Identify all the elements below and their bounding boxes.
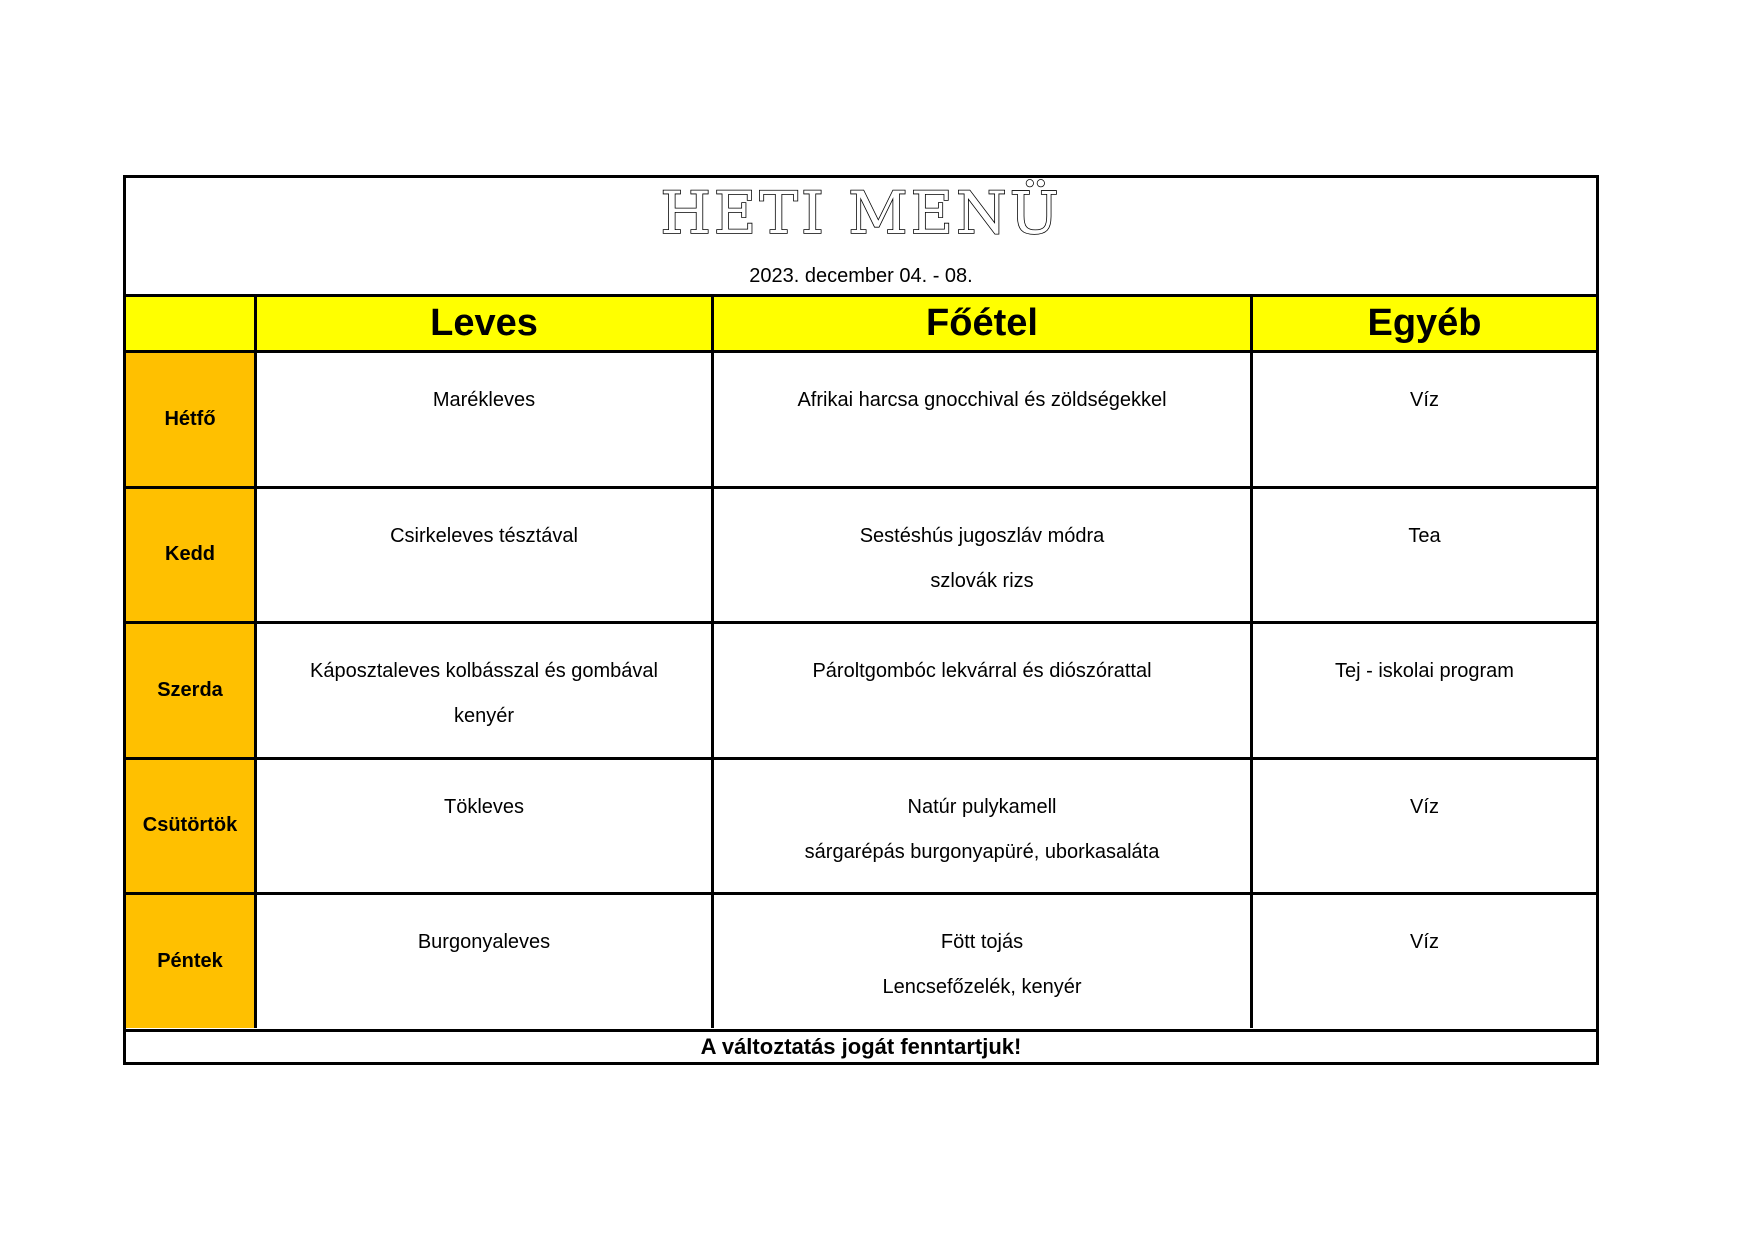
- day-name-cell: [126, 486, 254, 622]
- date-range: 2023. december 04. - 08.: [749, 265, 973, 287]
- header-corner-cell: [126, 294, 254, 350]
- day-row: [126, 350, 1596, 486]
- menu-item-text: Víz: [1410, 795, 1439, 818]
- menu-item-text: szlovák rizs: [930, 569, 1034, 592]
- menu-item-text: Lencsefőzelék, kenyér: [882, 976, 1082, 998]
- menu-item-text: Tökleves: [443, 795, 525, 818]
- menu-item-text: sárgarépás burgonyapüré, uborkasaláta: [804, 840, 1160, 863]
- footer-note: [126, 1029, 1596, 1062]
- menu-item-text: Pároltgombóc lekvárral és diószórattal: [812, 660, 1152, 682]
- day-row: [126, 486, 1596, 622]
- soup-cell: [254, 892, 711, 1028]
- soup-cell: [254, 621, 711, 757]
- day-name: Péntek: [157, 949, 223, 972]
- day-name: Szerda: [157, 678, 223, 701]
- title-area: [126, 178, 1596, 294]
- main-course-cell: [711, 621, 1250, 757]
- main-course-cell: [711, 757, 1250, 893]
- menu-item-text: kenyér: [453, 705, 515, 727]
- day-row: [126, 892, 1596, 1028]
- header-egyeb: Egyéb: [1250, 294, 1596, 350]
- other-cell: [1250, 757, 1596, 893]
- day-name-cell: [126, 757, 254, 893]
- other-cell: [1250, 350, 1596, 486]
- soup-cell: [254, 486, 711, 622]
- day-name: Csütörtök: [142, 814, 238, 837]
- header-foetel: Főétel: [711, 294, 1250, 350]
- menu-item-text: Natúr pulykamell: [907, 795, 1057, 818]
- soup-cell: [254, 350, 711, 486]
- main-course-cell: [711, 486, 1250, 622]
- menu-item-text: Tej - iskolai program: [1335, 660, 1514, 682]
- menu-item-text: Afrikai harcsa gnocchival és zöldségekkel: [797, 389, 1167, 411]
- header-row: [126, 294, 1596, 350]
- header-leves: Leves: [254, 294, 711, 350]
- main-course-cell: [711, 892, 1250, 1028]
- day-name: Hétfő: [164, 407, 216, 430]
- weekly-menu-table: [123, 175, 1599, 1065]
- day-row: [126, 621, 1596, 757]
- other-cell: [1250, 621, 1596, 757]
- day-name-cell: [126, 350, 254, 486]
- day-name-cell: [126, 892, 254, 1028]
- menu-item-text: Víz: [1410, 931, 1439, 953]
- menu-item-text: Csirkeleves tésztával: [390, 524, 578, 547]
- footer-text: A változtatás jogát fenntartjuk!: [700, 1034, 1022, 1059]
- menu-item-text: Káposztaleves kolbásszal és gombával: [310, 660, 658, 682]
- soup-cell: [254, 757, 711, 893]
- menu-item-text: Burgonyaleves: [417, 931, 551, 953]
- menu-title: HETI MENÜ: [660, 179, 1062, 247]
- menu-item-text: Víz: [1410, 389, 1439, 411]
- menu-item-text: Tea: [1408, 524, 1441, 547]
- other-cell: [1250, 892, 1596, 1028]
- main-course-cell: [711, 350, 1250, 486]
- menu-item-text: Marékleves: [432, 389, 536, 411]
- day-row: [126, 757, 1596, 893]
- other-cell: [1250, 486, 1596, 622]
- day-name: Kedd: [165, 543, 215, 566]
- menu-item-text: Fött tojás: [940, 931, 1024, 953]
- menu-item-text: Sestéshús jugoszláv módra: [859, 524, 1105, 547]
- day-name-cell: [126, 621, 254, 757]
